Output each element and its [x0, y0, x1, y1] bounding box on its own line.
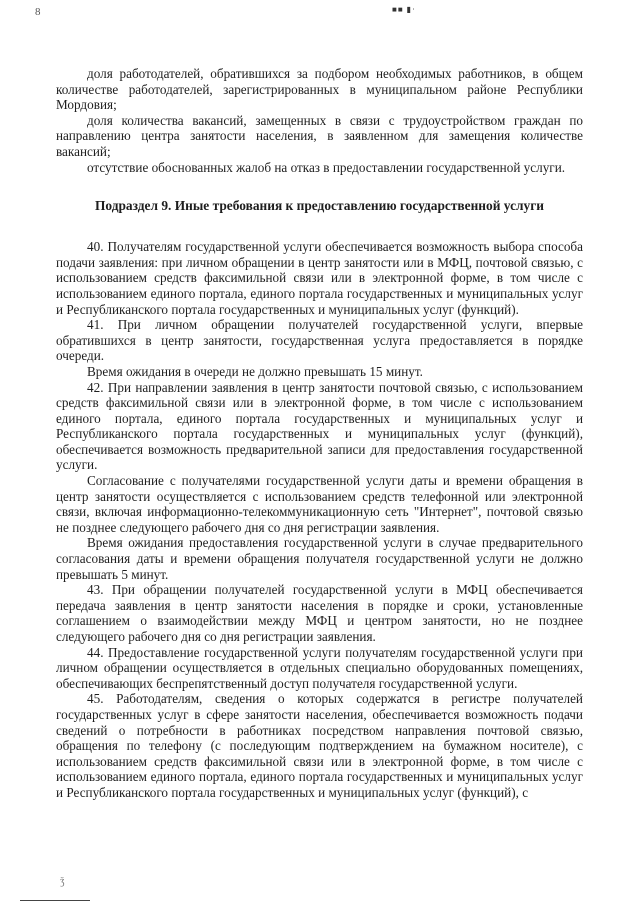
paragraph-42-agreement: Согласование с получателями государственной услуги даты и времени обращения в центр занятости осуществляется с использованием средств телефонной или электронной связи, включая информационно-телекоммуникационную сеть "Интернет", почтовой связью не позднее следующего рабочего дня со дня регистрации заявления.	[56, 473, 583, 535]
paragraph-41: 41. При личном обращении получателей государственной услуги, впервые обратившихся в центр занятости, государственная услуга предоставляется в порядке очереди.	[56, 317, 583, 364]
intro-paragraph: доля количества вакансий, замещенных в связи с трудоустройством граждан по направлению центра занятости населения, в заявленном для замещения количестве вакансий;	[56, 112, 583, 159]
scan-mark: ■■ ▮·	[392, 5, 416, 14]
paragraph-42-wait: Время ожидания предоставления государственной услуги в случае предварительного согласования даты и времени обращения получателя государственной услуги не должно превышать 5 минут.	[56, 535, 583, 582]
footer-divider	[20, 900, 90, 901]
paragraph-41-wait: Время ожидания в очереди не должно превышать 15 минут.	[87, 363, 423, 379]
paragraph-44: 44. Предоставление государственной услуги получателям государственной услуги при личном обращении осуществляется в отдельных специально оборудованных помещениях, обеспечивающих беспрепятственный доступ получателя государственной услуги.	[56, 644, 583, 691]
page-number: 8	[35, 6, 41, 18]
intro-paragraph: доля работодателей, обратившихся за подбором необходимых работников, в общем количестве работодателей, зарегистрированных в муниципальном районе Республики Мордовия;	[56, 66, 583, 113]
section-heading: Подраздел 9. Иные требования к предоставлению государственной услуги	[94, 198, 545, 214]
intro-paragraph: отсутствие обоснованных жалоб на отказ в предоставлении государственной услуги.	[87, 159, 566, 175]
paragraph-43: 43. При обращении получателей государственной услуги в МФЦ обеспечивается передача заявления в центр занятости населения в порядке и сроки, установленные соглашением о взаимодействии между МФЦ и центром занятости, но не позднее следующего рабочего дня со дня регистрации заявления.	[56, 582, 583, 644]
paragraph-42: 42. При направлении заявления в центр занятости почтовой связью, с использованием средств факсимильной связи или в электронной форме, в том числе с использованием единого портала, единого портала государственных и муниципальных услуг и Республиканского портала государственных и муниципальных услуг (функций), обеспечивается возможность предварительной записи для предоставления государственной услуги.	[56, 379, 583, 473]
footer-mark: ǯ	[60, 876, 65, 887]
paragraph-40: 40. Получателям государственной услуги обеспечивается возможность выбора способа подачи заявления: при личном обращении в центр занятости или в МФЦ, почтовой связью, с использованием средств факсимильной связи или в электронной форме, в том числе с использованием единого портала, единого портала государственных и муниципальных услуг и Республиканского портала государственных и муниципальных услуг (функций).	[56, 239, 583, 317]
document-body	[56, 66, 583, 801]
paragraph-45: 45. Работодателям, сведения о которых содержатся в регистре получателей государственных услуг в сфере занятости населения, обеспечивается возможность подачи сведений о потребности в работниках посредством направления почтовой связью, обращения по телефону (с последующим подтверждением на бумажном носителе), с использованием средств факсимильной связи или в электронной форме, в том числе с использованием единого портала, единого портала государственных и муниципальных услуг и Республиканского портала государственных и муниципальных услуг (функций), с	[56, 691, 583, 800]
